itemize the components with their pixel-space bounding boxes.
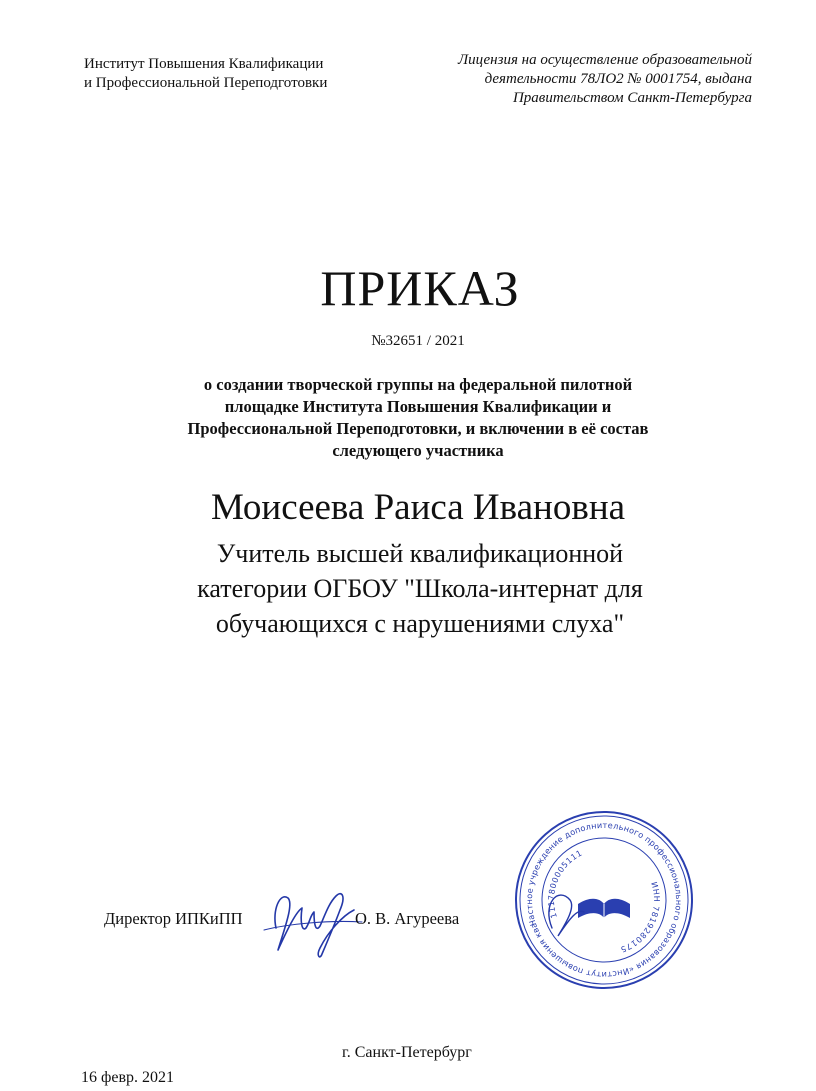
stamp-inn: ИНН 7819280175 <box>618 880 662 955</box>
stamp-ring-text: Частное учреждение дополнительного профессионального образования «Институт повышения квалификации <box>523 819 685 981</box>
svg-text:Частное учреждение дополнитель <box>512 808 696 992</box>
position-line2: категории ОГБОУ "Школа-интернат для <box>197 574 643 603</box>
subject-line4: следующего участника <box>332 441 504 460</box>
director-label: Директор ИПКиПП <box>104 909 243 928</box>
subject-line3: Профессиональной Переподготовки, и включении в её состав <box>187 419 649 438</box>
subject-line2: площадке Института Повышения Квалификации и <box>224 397 612 416</box>
institute-name <box>84 55 327 93</box>
document-title: ПРИКАЗ <box>320 260 520 316</box>
license-info <box>392 51 752 108</box>
organization-stamp <box>512 808 696 992</box>
stamp-ogrn: 1117800005111 <box>546 848 584 920</box>
license-line3: Правительством Санкт-Петербурга <box>512 90 752 106</box>
institute-name-line2: и Профессиональной Переподготовки <box>84 75 328 91</box>
subject-line1: о создании творческой группы на федеральной пилотной <box>203 375 633 394</box>
participant-name: Моисеева Раиса Ивановна <box>210 487 626 528</box>
city: г. Санкт-Петербург <box>342 1044 472 1061</box>
document-date: 16 февр. 2021 <box>81 1069 175 1086</box>
position-line1: Учитель высшей квалификационной <box>216 539 624 568</box>
order-number: №32651 / 2021 <box>371 333 465 349</box>
license-line1: Лицензия на осуществление образовательной <box>457 52 752 68</box>
license-line2: деятельности 78ЛО2 № 0001754, выдана <box>484 71 752 87</box>
participant-position <box>150 536 690 641</box>
institute-name-line1: Институт Повышения Квалификации <box>84 56 324 72</box>
order-subject <box>150 374 686 462</box>
director-signature <box>258 870 368 970</box>
book-icon <box>578 899 630 918</box>
position-line3: обучающихся с нарушениями слуха" <box>215 609 625 638</box>
director-name: О. В. Агуреева <box>355 909 460 928</box>
